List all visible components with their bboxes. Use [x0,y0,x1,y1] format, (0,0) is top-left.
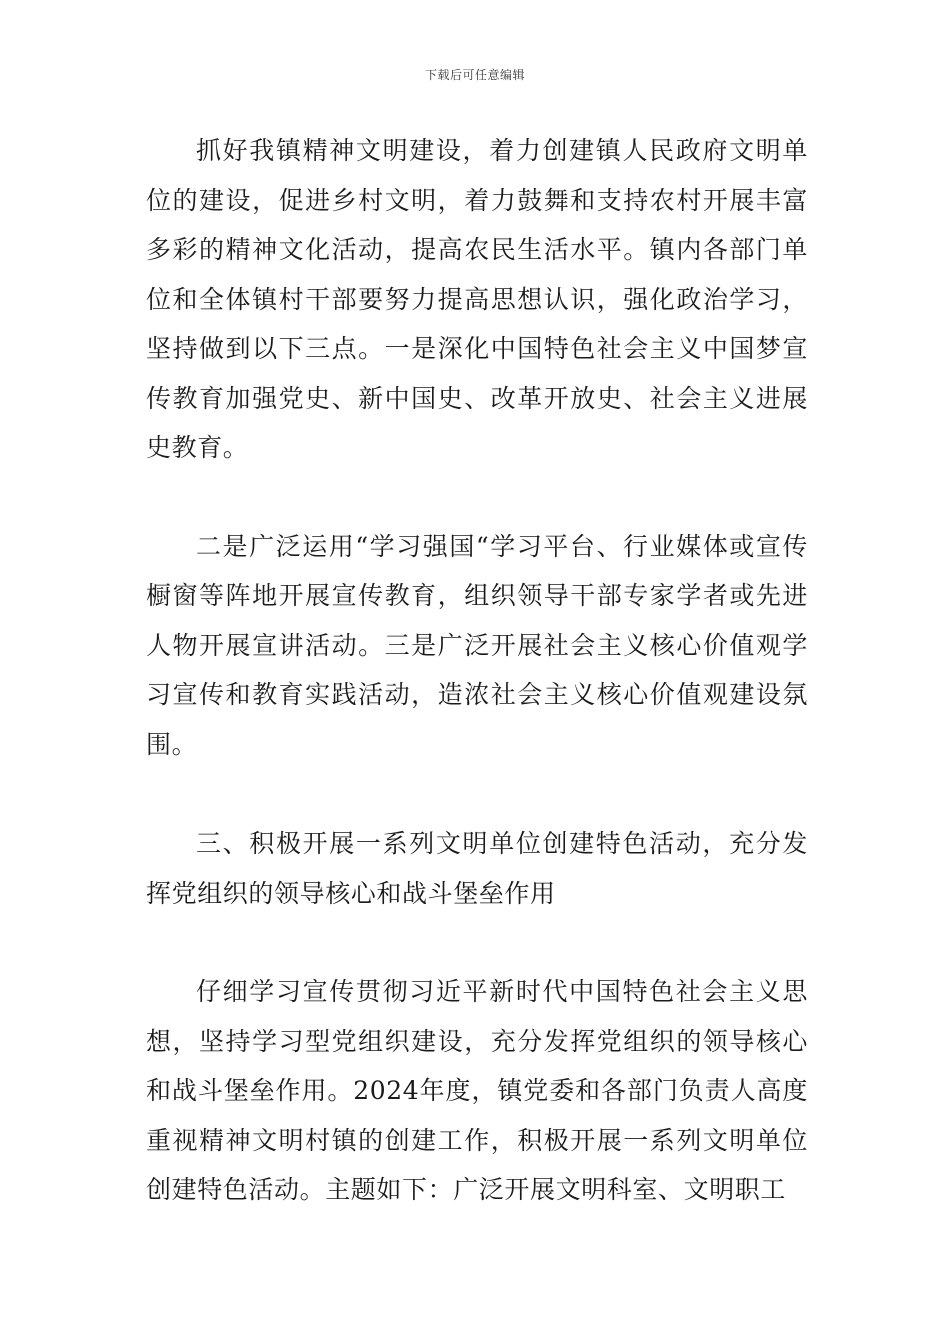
paragraph-party-organization: 仔细学习宣传贯彻习近平新时代中国特色社会主义思想，坚持学习型党组织建设，充分发挥党组织的领导核心和战斗堡垒作用。2024年度，镇党委和各部门负责人高度重视精神文明村镇的创建工作，积极开展一系列文明单位创建特色活动。主题如下：广泛开展文明科室、文明职工 [146,977,808,1204]
page-header: 下载后可任意编辑 [424,68,525,82]
paragraph-civilization-construction: 抓好我镇精神文明建设，着力创建镇人民政府文明单位的建设，促进乡村文明，着力鼓舞和支持农村开展丰富多彩的精神文化活动，提高农民生活水平。镇内各部门单位和全体镇村干部要努力提高思想认识，强化政治学习，坚持做到以下三点。一是深化中国特色社会主义中国梦宣传教育加强党史、新中国史、改革开放史、社会主义进展史教育。 [146,136,808,462]
paragraph-publicity-education: 二是广泛运用“学习强国“学习平台、行业媒体或宣传橱窗等阵地开展宣传教育，组织领导干部专家学者或先进人物开展宣讲活动。三是广泛开展社会主义核心价值观学习宣传和教育实践活动，造浓社会主义核心价值观建设氛围。 [146,531,808,759]
section-heading-three: 三、积极开展一系列文明单位创建特色活动，充分发挥党组织的领导核心和战斗堡垒作用 [146,829,808,908]
document-body [146,126,808,1215]
